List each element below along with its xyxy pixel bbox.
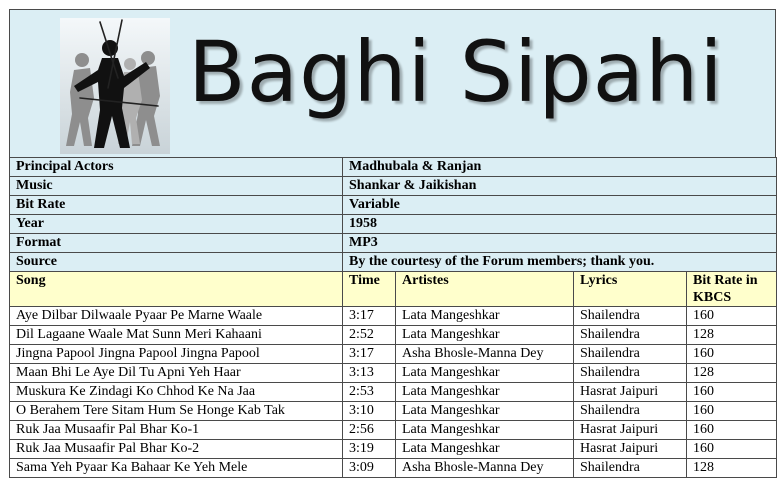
info-row-music xyxy=(10,177,777,196)
info-row-actors xyxy=(10,158,777,177)
table-row xyxy=(10,459,777,478)
song-artistes: Lata Mangeshkar xyxy=(396,383,574,402)
song-lyrics: Shailendra xyxy=(574,345,687,364)
song-title: Aye Dilbar Dilwaale Pyaar Pe Marne Waale xyxy=(10,307,343,326)
song-sheet xyxy=(9,9,776,478)
song-time: 3:19 xyxy=(343,440,396,459)
song-artistes: Lata Mangeshkar xyxy=(396,421,574,440)
info-label: Source xyxy=(10,253,343,272)
song-time: 2:56 xyxy=(343,421,396,440)
song-time: 2:52 xyxy=(343,326,396,345)
song-lyrics: Hasrat Jaipuri xyxy=(574,421,687,440)
song-table xyxy=(9,157,777,478)
info-value: Shankar & Jaikishan xyxy=(343,177,777,196)
info-label: Principal Actors xyxy=(10,158,343,177)
banner xyxy=(9,9,776,157)
table-row xyxy=(10,421,777,440)
info-row-year xyxy=(10,215,777,234)
song-bitrate: 160 xyxy=(687,383,777,402)
table-row xyxy=(10,440,777,459)
column-header-bitrate-line1: Bit Rate in xyxy=(693,273,758,288)
column-header-time: Time xyxy=(343,272,396,307)
column-header-lyrics: Lyrics xyxy=(574,272,687,307)
table-row xyxy=(10,307,777,326)
song-time: 2:53 xyxy=(343,383,396,402)
info-value: 1958 xyxy=(343,215,777,234)
song-artistes: Lata Mangeshkar xyxy=(396,402,574,421)
song-bitrate: 128 xyxy=(687,364,777,383)
song-lyrics: Shailendra xyxy=(574,364,687,383)
info-value: Variable xyxy=(343,196,777,215)
song-bitrate: 128 xyxy=(687,326,777,345)
table-row xyxy=(10,402,777,421)
song-artistes: Asha Bhosle-Manna Dey xyxy=(396,345,574,364)
table-row xyxy=(10,364,777,383)
song-lyrics: Shailendra xyxy=(574,459,687,478)
song-time: 3:10 xyxy=(343,402,396,421)
song-time: 3:09 xyxy=(343,459,396,478)
song-title: Muskura Ke Zindagi Ko Chhod Ke Na Jaa xyxy=(10,383,343,402)
song-title: Dil Lagaane Waale Mat Sunn Meri Kahaani xyxy=(10,326,343,345)
info-value: MP3 xyxy=(343,234,777,253)
info-row-bitrate xyxy=(10,196,777,215)
song-time: 3:13 xyxy=(343,364,396,383)
song-lyrics: Hasrat Jaipuri xyxy=(574,383,687,402)
info-label: Format xyxy=(10,234,343,253)
banner-title: Baghi Sipahi xyxy=(188,23,724,121)
dancer-silhouette-logo xyxy=(60,18,170,154)
song-artistes: Lata Mangeshkar xyxy=(396,326,574,345)
song-bitrate: 160 xyxy=(687,345,777,364)
song-bitrate: 128 xyxy=(687,459,777,478)
column-header-song: Song xyxy=(10,272,343,307)
song-bitrate: 160 xyxy=(687,402,777,421)
table-header-row xyxy=(10,272,777,307)
column-header-bitrate-line2: KBCS xyxy=(693,290,732,305)
song-artistes: Lata Mangeshkar xyxy=(396,307,574,326)
song-lyrics: Shailendra xyxy=(574,402,687,421)
song-lyrics: Hasrat Jaipuri xyxy=(574,440,687,459)
song-title: Ruk Jaa Musaafir Pal Bhar Ko-1 xyxy=(10,421,343,440)
song-bitrate: 160 xyxy=(687,307,777,326)
song-title: Jingna Papool Jingna Papool Jingna Papool xyxy=(10,345,343,364)
table-row xyxy=(10,326,777,345)
info-label: Music xyxy=(10,177,343,196)
song-title: O Berahem Tere Sitam Hum Se Honge Kab Tak xyxy=(10,402,343,421)
info-label: Bit Rate xyxy=(10,196,343,215)
song-artistes: Asha Bhosle-Manna Dey xyxy=(396,459,574,478)
song-artistes: Lata Mangeshkar xyxy=(396,440,574,459)
column-header-bitrate xyxy=(687,272,777,307)
info-value: Madhubala & Ranjan xyxy=(343,158,777,177)
column-header-artistes: Artistes xyxy=(396,272,574,307)
song-artistes: Lata Mangeshkar xyxy=(396,364,574,383)
song-title: Sama Yeh Pyaar Ka Bahaar Ke Yeh Mele xyxy=(10,459,343,478)
info-row-source xyxy=(10,253,777,272)
song-bitrate: 160 xyxy=(687,421,777,440)
table-row xyxy=(10,345,777,364)
song-title: Ruk Jaa Musaafir Pal Bhar Ko-2 xyxy=(10,440,343,459)
song-title: Maan Bhi Le Aye Dil Tu Apni Yeh Haar xyxy=(10,364,343,383)
info-value: By the courtesy of the Forum members; thank you. xyxy=(343,253,777,272)
table-row xyxy=(10,383,777,402)
song-lyrics: Shailendra xyxy=(574,326,687,345)
song-bitrate: 160 xyxy=(687,440,777,459)
song-time: 3:17 xyxy=(343,307,396,326)
song-time: 3:17 xyxy=(343,345,396,364)
song-lyrics: Shailendra xyxy=(574,307,687,326)
info-label: Year xyxy=(10,215,343,234)
info-row-format xyxy=(10,234,777,253)
